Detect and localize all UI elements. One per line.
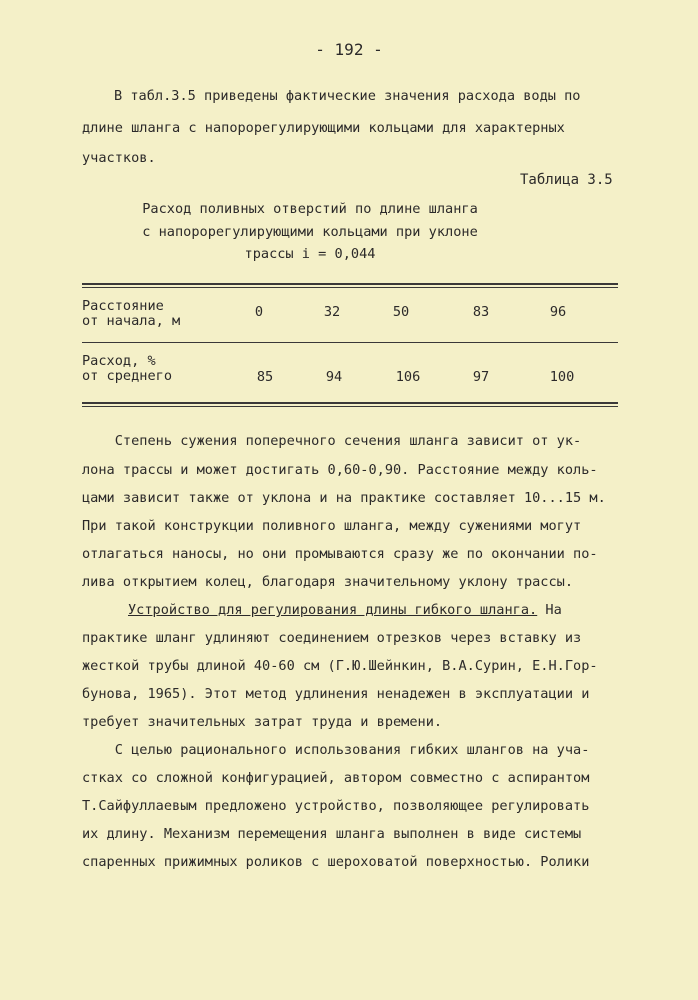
table-cell: 100 bbox=[549, 369, 575, 385]
table-cell: 83 bbox=[472, 304, 490, 320]
body-line: цами зависит также от уклона и на практике составляет 10...15 м. bbox=[82, 490, 606, 506]
table-bottom-rule bbox=[82, 402, 618, 404]
body-line: спаренных прижимных роликов с шероховатой поверхностью. Ролики bbox=[82, 854, 590, 870]
body-line: лона трассы и может достигать 0,60-0,90. Расстояние между коль- bbox=[82, 462, 598, 478]
table-cell: 50 bbox=[392, 304, 410, 320]
table-cell: 94 bbox=[325, 369, 343, 385]
intro-line: длине шланга с напорорегулирующими кольцами для характерных bbox=[82, 120, 565, 136]
body-line: практике шланг удлиняют соединением отрезков через вставку из bbox=[82, 630, 582, 646]
table-row-divider bbox=[82, 342, 618, 343]
table-bottom-rule-inner bbox=[82, 406, 618, 407]
body-line: требует значительных затрат труда и времени. bbox=[82, 714, 443, 730]
body-line: жесткой трубы длиной 40-60 см (Г.Ю.Шейнкин, В.А.Сурин, Е.Н.Гор- bbox=[82, 658, 598, 674]
table-top-rule-inner bbox=[82, 287, 618, 288]
body-line: стках со сложной конфигурацией, автором совместно с аспирантом bbox=[82, 770, 590, 786]
body-line: лива открытием колец, благодаря значительному уклону трассы. bbox=[82, 574, 574, 590]
body-line: Т.Сайфуллаевым предложено устройство, позволяющее регулировать bbox=[82, 798, 590, 814]
body-line: их длину. Механизм перемещения шланга выполнен в виде системы bbox=[82, 826, 582, 842]
section-heading-line: Устройство для регулирования длины гибкого шланга. На bbox=[128, 602, 562, 618]
table-cell: 97 bbox=[472, 369, 490, 385]
table-label: Таблица 3.5 bbox=[520, 172, 613, 188]
table-top-rule bbox=[82, 283, 618, 285]
table-cell: 32 bbox=[323, 304, 341, 320]
table-cell: 96 bbox=[549, 304, 567, 320]
body-line: При такой конструкции поливного шланга, между сужениями могут bbox=[82, 518, 582, 534]
body-line: бунова, 1965). Этот метод удлинения ненадежен в эксплуатации и bbox=[82, 686, 590, 702]
table-cell: 106 bbox=[395, 369, 421, 385]
table-title-line: трассы i = 0,044 bbox=[244, 246, 376, 262]
table-cell: 85 bbox=[256, 369, 274, 385]
table-cell: 0 bbox=[254, 304, 264, 320]
row-label-distance: Расстояние от начала, м bbox=[82, 298, 181, 329]
body-line: отлагаться наносы, но они промываются сразу же по окончании по- bbox=[82, 546, 598, 562]
intro-line: участков. bbox=[82, 150, 156, 166]
table-title-line: с напорорегулирующими кольцами при уклоне bbox=[142, 224, 478, 240]
intro-line: В табл.3.5 приведены фактические значения расхода воды по bbox=[114, 88, 581, 104]
table-title-line: Расход поливных отверстий по длине шланга bbox=[142, 201, 478, 217]
body-line: Степень сужения поперечного сечения шланга зависит от ук- bbox=[82, 433, 582, 449]
page-number: - 192 - bbox=[315, 40, 383, 59]
body-line: С целью рационального использования гибких шлангов на уча- bbox=[82, 742, 590, 758]
section-heading: Устройство для регулирования длины гибкого шланга. bbox=[128, 602, 538, 618]
row-label-flow: Расход, % от среднего bbox=[82, 353, 173, 384]
